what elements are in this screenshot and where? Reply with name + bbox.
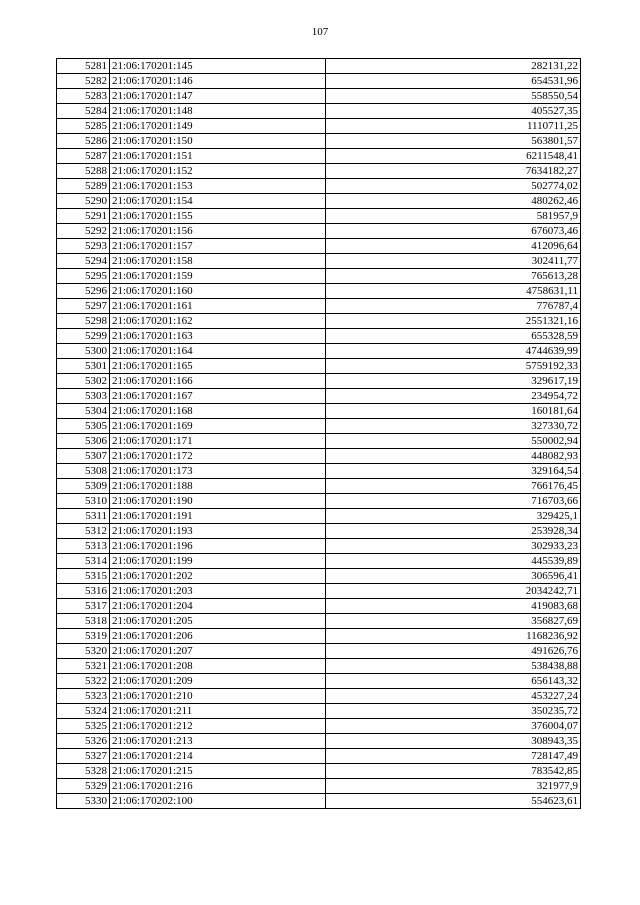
row-number-cell: 5291 [57,209,110,224]
row-number-cell: 5304 [57,404,110,419]
table-row [57,164,581,179]
cadastral-value-cell: 7634182,27 [326,164,581,179]
page-number: 107 [311,26,329,38]
table-row [57,464,581,479]
table-row [57,104,581,119]
cadastral-number-cell: 21:06:170201:165 [110,359,326,374]
row-number-cell: 5308 [57,464,110,479]
table-row [57,599,581,614]
table-row [57,74,581,89]
cadastral-number-cell: 21:06:170201:215 [110,764,326,779]
cadastral-number-cell: 21:06:170201:207 [110,644,326,659]
table-row [57,569,581,584]
cadastral-number-cell: 21:06:170201:149 [110,119,326,134]
row-number-cell: 5296 [57,284,110,299]
cadastral-number-cell: 21:06:170201:156 [110,224,326,239]
row-number-cell: 5293 [57,239,110,254]
cadastral-number-cell: 21:06:170201:188 [110,479,326,494]
row-number-cell: 5310 [57,494,110,509]
table-body [57,59,581,809]
row-number-cell: 5282 [57,74,110,89]
cadastral-number-cell: 21:06:170202:100 [110,794,326,809]
cadastral-number-cell: 21:06:170201:148 [110,104,326,119]
cadastral-number-cell: 21:06:170201:153 [110,179,326,194]
row-number-cell: 5317 [57,599,110,614]
table-row [57,479,581,494]
row-number-cell: 5299 [57,329,110,344]
row-number-cell: 5286 [57,134,110,149]
table-row [57,194,581,209]
row-number-cell: 5284 [57,104,110,119]
row-number-cell: 5316 [57,584,110,599]
table-row [57,224,581,239]
row-number-cell: 5281 [57,59,110,74]
cadastral-number-cell: 21:06:170201:147 [110,89,326,104]
cadastral-number-cell: 21:06:170201:190 [110,494,326,509]
row-number-cell: 5326 [57,734,110,749]
cadastral-value-cell: 453227,24 [326,689,581,704]
cadastral-number-cell: 21:06:170201:208 [110,659,326,674]
cadastral-value-cell: 502774,02 [326,179,581,194]
row-number-cell: 5324 [57,704,110,719]
cadastral-value-cell: 4758631,11 [326,284,581,299]
row-number-cell: 5289 [57,179,110,194]
cadastral-value-cell: 321977,9 [326,779,581,794]
row-number-cell: 5315 [57,569,110,584]
table-row [57,134,581,149]
row-number-cell: 5313 [57,539,110,554]
cadastral-value-cell: 716703,66 [326,494,581,509]
row-number-cell: 5319 [57,629,110,644]
cadastral-number-cell: 21:06:170201:158 [110,254,326,269]
cadastral-value-cell: 538438,88 [326,659,581,674]
row-number-cell: 5318 [57,614,110,629]
cadastral-number-cell: 21:06:170201:193 [110,524,326,539]
cadastral-number-cell: 21:06:170201:203 [110,584,326,599]
table-row [57,689,581,704]
cadastral-value-cell: 350235,72 [326,704,581,719]
table-row [57,779,581,794]
cadastral-value-cell: 234954,72 [326,389,581,404]
table-row [57,254,581,269]
row-number-cell: 5327 [57,749,110,764]
cadastral-value-cell: 1168236,92 [326,629,581,644]
row-number-cell: 5290 [57,194,110,209]
cadastral-value-cell: 445539,89 [326,554,581,569]
cadastral-number-cell: 21:06:170201:191 [110,509,326,524]
cadastral-number-cell: 21:06:170201:155 [110,209,326,224]
row-number-cell: 5303 [57,389,110,404]
table-row [57,524,581,539]
cadastral-value-cell: 376004,07 [326,719,581,734]
cadastral-value-cell: 448082,93 [326,449,581,464]
cadastral-value-cell: 654531,96 [326,74,581,89]
cadastral-value-cell: 412096,64 [326,239,581,254]
cadastral-value-cell: 302933,23 [326,539,581,554]
cadastral-number-cell: 21:06:170201:151 [110,149,326,164]
row-number-cell: 5283 [57,89,110,104]
table-row [57,359,581,374]
cadastral-value-cell: 491626,76 [326,644,581,659]
cadastral-number-cell: 21:06:170201:160 [110,284,326,299]
row-number-cell: 5321 [57,659,110,674]
cadastral-value-cell: 405527,35 [326,104,581,119]
table-row [57,119,581,134]
cadastral-number-cell: 21:06:170201:150 [110,134,326,149]
cadastral-number-cell: 21:06:170201:213 [110,734,326,749]
table-row [57,734,581,749]
table-row [57,179,581,194]
cadastral-value-cell: 783542,85 [326,764,581,779]
table-row [57,344,581,359]
cadastral-value-cell: 5759192,33 [326,359,581,374]
cadastral-number-cell: 21:06:170201:172 [110,449,326,464]
table-row [57,539,581,554]
row-number-cell: 5298 [57,314,110,329]
cadastral-number-cell: 21:06:170201:216 [110,779,326,794]
cadastral-value-cell: 306596,41 [326,569,581,584]
cadastral-value-cell: 160181,64 [326,404,581,419]
cadastral-number-cell: 21:06:170201:196 [110,539,326,554]
table-row [57,614,581,629]
cadastral-value-cell: 356827,69 [326,614,581,629]
cadastral-number-cell: 21:06:170201:211 [110,704,326,719]
table-row [57,704,581,719]
table-row [57,584,581,599]
table-row [57,239,581,254]
table-row [57,749,581,764]
cadastral-value-table [56,58,581,809]
cadastral-value-cell: 302411,77 [326,254,581,269]
table-row [57,629,581,644]
row-number-cell: 5325 [57,719,110,734]
row-number-cell: 5305 [57,419,110,434]
row-number-cell: 5309 [57,479,110,494]
cadastral-number-cell: 21:06:170201:166 [110,374,326,389]
table-row [57,644,581,659]
cadastral-value-cell: 776787,4 [326,299,581,314]
table-row [57,419,581,434]
table-row [57,59,581,74]
cadastral-number-cell: 21:06:170201:214 [110,749,326,764]
row-number-cell: 5323 [57,689,110,704]
cadastral-number-cell: 21:06:170201:199 [110,554,326,569]
table-row [57,449,581,464]
row-number-cell: 5300 [57,344,110,359]
cadastral-value-cell: 728147,49 [326,749,581,764]
cadastral-value-cell: 480262,46 [326,194,581,209]
cadastral-value-cell: 2551321,16 [326,314,581,329]
table-row [57,329,581,344]
row-number-cell: 5297 [57,299,110,314]
row-number-cell: 5314 [57,554,110,569]
cadastral-value-cell: 329425,1 [326,509,581,524]
cadastral-value-cell: 1110711,25 [326,119,581,134]
table-row [57,674,581,689]
cadastral-number-cell: 21:06:170201:164 [110,344,326,359]
cadastral-value-cell: 253928,34 [326,524,581,539]
row-number-cell: 5294 [57,254,110,269]
cadastral-number-cell: 21:06:170201:168 [110,404,326,419]
cadastral-number-cell: 21:06:170201:205 [110,614,326,629]
row-number-cell: 5330 [57,794,110,809]
table-row [57,494,581,509]
cadastral-number-cell: 21:06:170201:157 [110,239,326,254]
row-number-cell: 5306 [57,434,110,449]
row-number-cell: 5322 [57,674,110,689]
cadastral-value-cell: 558550,54 [326,89,581,104]
cadastral-number-cell: 21:06:170201:159 [110,269,326,284]
cadastral-value-cell: 329164,54 [326,464,581,479]
table-row [57,314,581,329]
cadastral-number-cell: 21:06:170201:163 [110,329,326,344]
cadastral-value-cell: 656143,32 [326,674,581,689]
cadastral-number-cell: 21:06:170201:204 [110,599,326,614]
cadastral-value-cell: 327330,72 [326,419,581,434]
table-row [57,284,581,299]
cadastral-number-cell: 21:06:170201:162 [110,314,326,329]
table-row [57,794,581,809]
row-number-cell: 5311 [57,509,110,524]
cadastral-number-cell: 21:06:170201:210 [110,689,326,704]
table-row [57,299,581,314]
row-number-cell: 5329 [57,779,110,794]
cadastral-value-cell: 329617,19 [326,374,581,389]
row-number-cell: 5301 [57,359,110,374]
cadastral-number-cell: 21:06:170201:167 [110,389,326,404]
row-number-cell: 5328 [57,764,110,779]
cadastral-number-cell: 21:06:170201:169 [110,419,326,434]
cadastral-number-cell: 21:06:170201:206 [110,629,326,644]
row-number-cell: 5307 [57,449,110,464]
cadastral-value-cell: 282131,22 [326,59,581,74]
table-row [57,149,581,164]
cadastral-number-cell: 21:06:170201:145 [110,59,326,74]
row-number-cell: 5288 [57,164,110,179]
table-row [57,554,581,569]
table-row [57,269,581,284]
cadastral-value-cell: 676073,46 [326,224,581,239]
cadastral-value-cell: 308943,35 [326,734,581,749]
cadastral-value-cell: 419083,68 [326,599,581,614]
cadastral-number-cell: 21:06:170201:152 [110,164,326,179]
cadastral-number-cell: 21:06:170201:154 [110,194,326,209]
row-number-cell: 5285 [57,119,110,134]
table-row [57,374,581,389]
cadastral-value-cell: 550002,94 [326,434,581,449]
cadastral-value-cell: 2034242,71 [326,584,581,599]
table-row [57,764,581,779]
cadastral-value-cell: 766176,45 [326,479,581,494]
cadastral-value-cell: 4744639,99 [326,344,581,359]
table-row [57,404,581,419]
cadastral-value-cell: 655328,59 [326,329,581,344]
cadastral-number-cell: 21:06:170201:209 [110,674,326,689]
cadastral-number-cell: 21:06:170201:173 [110,464,326,479]
row-number-cell: 5312 [57,524,110,539]
cadastral-value-cell: 6211548,41 [326,149,581,164]
cadastral-value-cell: 581957,9 [326,209,581,224]
table-row [57,719,581,734]
cadastral-number-cell: 21:06:170201:171 [110,434,326,449]
row-number-cell: 5287 [57,149,110,164]
table-row [57,209,581,224]
table-row [57,659,581,674]
cadastral-number-cell: 21:06:170201:212 [110,719,326,734]
table-row [57,434,581,449]
cadastral-value-cell: 554623,61 [326,794,581,809]
row-number-cell: 5292 [57,224,110,239]
cadastral-number-cell: 21:06:170201:146 [110,74,326,89]
row-number-cell: 5320 [57,644,110,659]
row-number-cell: 5302 [57,374,110,389]
table-row [57,89,581,104]
row-number-cell: 5295 [57,269,110,284]
cadastral-number-cell: 21:06:170201:161 [110,299,326,314]
cadastral-number-cell: 21:06:170201:202 [110,569,326,584]
cadastral-value-cell: 765613,28 [326,269,581,284]
table-row [57,509,581,524]
cadastral-value-cell: 563801,57 [326,134,581,149]
table-row [57,389,581,404]
